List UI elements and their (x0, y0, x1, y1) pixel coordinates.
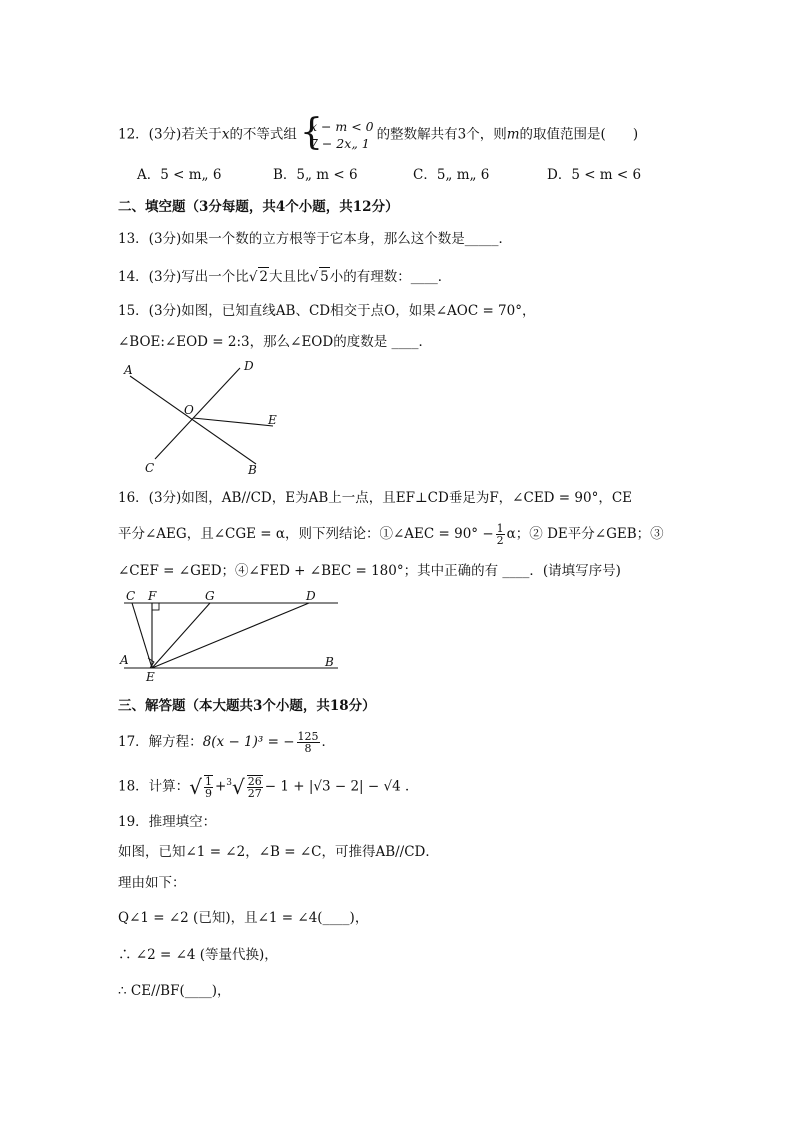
label-g: G (205, 589, 215, 603)
q17: 17．解方程：8(x − 1)³ = − $\frac{125}{8}$ ． (118, 730, 336, 755)
q15-line1: 15．(3分)如图，已知直线AB、CD相交于点O，如果∠AOC = 70°， (118, 303, 536, 319)
option-b[interactable]: B．5„ m < 6 (273, 167, 358, 183)
ray-oe (193, 418, 273, 426)
label-d: D (306, 589, 316, 603)
label-a: A (120, 653, 129, 667)
q15-line2: ∠BOE:∠EOD = 2:3，那么∠EOD的度数是 ____． (118, 334, 432, 350)
q19-line4: ∴ ∠2 = ∠4 (等量代换)， (118, 947, 278, 963)
segment-ed (152, 603, 309, 668)
q16-line3: ∠CEF = ∠GED；④∠FED + ∠BEC = 180°；其中正确的有 ____．(请填写序号) (118, 563, 621, 579)
q16-line2: 平分∠AEG，且∠CGE = α，则下列结论：①∠AEC = 90° − $\frac{1}{2}$ α；② DE平分∠GEB；③ (118, 522, 664, 547)
inequality-system: { x − m < 0 7 − 2x„ 1 (299, 112, 374, 153)
label-e: E (146, 670, 155, 684)
right-angle-mark-f (152, 603, 159, 610)
q16-figure (118, 586, 348, 686)
option-c[interactable]: C．5„ m„ 6 (413, 167, 490, 183)
q15-figure (118, 356, 288, 481)
label-c: C (145, 461, 155, 475)
label-f: F (148, 589, 157, 603)
option-d[interactable]: D．5 < m < 6 (547, 167, 642, 183)
q13: 13．(3分)如果一个数的立方根等于它本身，那么这个数是_____． (118, 231, 513, 247)
q12: 12．(3分)若关于x的不等式组 { x − m < 0 7 − 2x„ 1 的整数解共有3个，则m的取值范围是( ) (118, 112, 639, 153)
line-cd (155, 368, 240, 459)
section-3-title: 三、解答题（本大题共3个小题，共18分） (118, 698, 376, 714)
q19-line5: ∴ CE//BF(____)， (118, 983, 231, 999)
q19-line3: Q∠1 = ∠2 (已知)，且∠1 = ∠4(____)， (118, 910, 369, 926)
label-b: B (325, 655, 334, 669)
label-c: C (126, 589, 136, 603)
label-b: B (248, 463, 257, 477)
q19-line1: 如图，已知∠1 = ∠2，∠B = ∠C，可推得AB//CD． (118, 844, 439, 860)
segment-eg (152, 603, 210, 668)
label-d: D (244, 359, 254, 373)
label-e: E (268, 413, 277, 427)
q16-line1: 16．(3分)如图，AB//CD，E为AB上一点，且EF⊥CD垂足为F，∠CED = 90°，CE (118, 490, 633, 506)
q18: 18．计算：√ $\frac{1}{9}$ +$^3$√ $\frac{26}{27}$ − 1 + |√3 − 2| − √4 ． (118, 775, 419, 800)
q12-options (137, 166, 641, 184)
label-a: A (124, 363, 133, 377)
label-o: O (184, 403, 194, 417)
q14: 14．(3分)写出一个比√ 2大且比√ 5小的有理数：____． (118, 269, 452, 285)
q19-line2: 理由如下： (118, 875, 186, 891)
line-ab (130, 376, 256, 464)
option-a[interactable]: A．5 < m„ 6 (137, 167, 222, 183)
section-2-title: 二、填空题（3分每题，共4个小题，共12分） (118, 199, 399, 215)
q19-title: 19．推理填空： (118, 814, 217, 830)
